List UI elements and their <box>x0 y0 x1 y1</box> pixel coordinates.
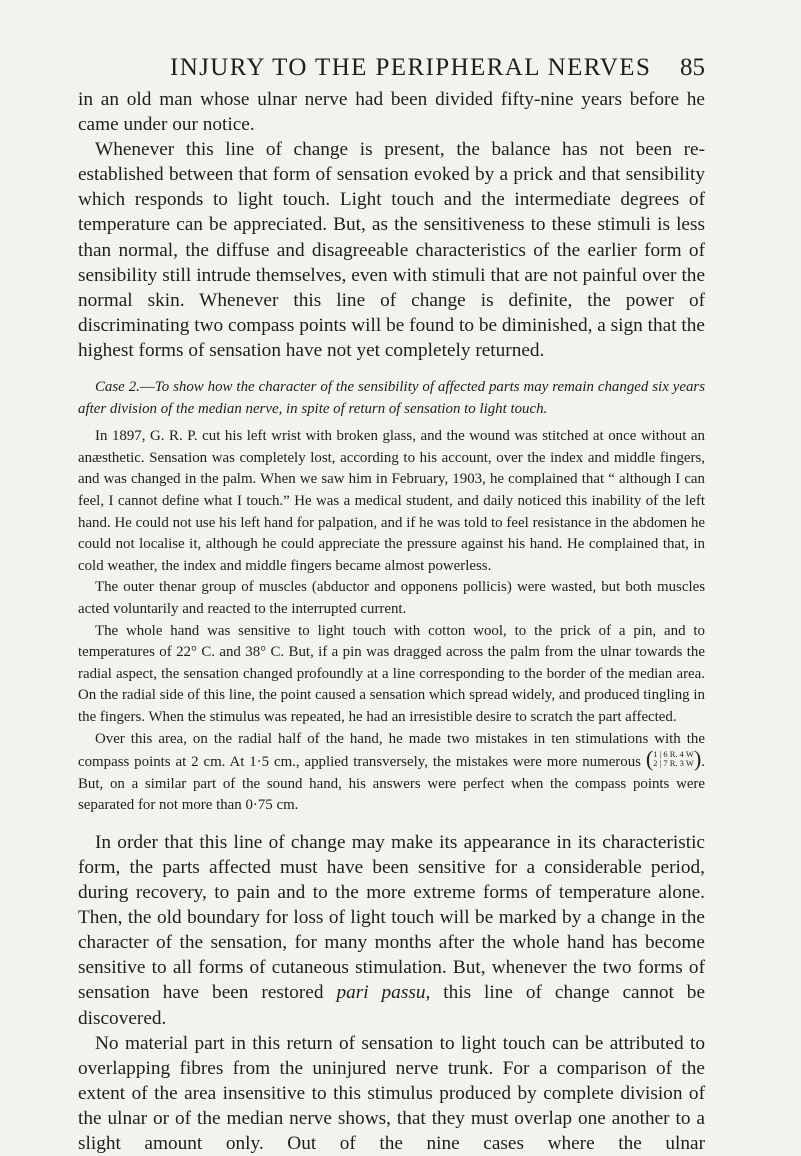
case-paragraph-compass <box>78 729 705 817</box>
paragraph-continued <box>78 87 705 112</box>
para1-line2: came under our notice. <box>78 114 255 136</box>
case-dash: — <box>139 379 155 396</box>
paragraph-overlapping-fibres: No material part in this return of sensation to light touch can be attributed to overlapping fibres from the uninjured nerve trunk. For a comparison of the extent of the area insensitive to this stimulus produced by complete division of the ulnar or of the median nerve shows, that they must overlap one another to a slight amount only. Out of the nine cases where the ulnar <box>78 1032 705 1155</box>
case-title: To show how the character of the sensibility of affected parts may remain changed six years after division of the median nerve, in spite of return of sensation to light touch. <box>78 379 705 417</box>
case-heading <box>78 377 705 420</box>
fraction-stack <box>653 750 694 768</box>
paragraph-line-of-change: Whenever this line of change is present, the balance has not been re-established between that form of sensation evoked by a prick and that sensibility which responds to light touch. Light touch and the intermediate degrees of temperature can be appreciated. But, as the sensitiveness to these stimuli is less than normal, the diffuse and disagreeable characteristics of the earlier form of sensibility still intrude themselves, even with stimuli that are not painful over the normal skin. Whenever this line of change is definite, the power of discriminating two compass points will be found to be diminished, a sign that the highest forms of sensation have not yet completely returned. <box>78 139 705 361</box>
book-page <box>78 0 705 1156</box>
paragraph-characteristic-form <box>78 830 705 1031</box>
case-paragraph: The outer thenar group of muscles (abductor and opponens pollicis) were wasted, but both muscles acted voluntarily and reacted to the interrupted current. <box>78 579 705 617</box>
main-text-top <box>78 87 705 363</box>
main-text-bottom <box>78 830 705 1156</box>
compass-text-after: . But, on a similar part of the sound hand, his answers were perfect when the compass points were separated for not more than 0·75 cm. <box>78 754 705 814</box>
page-number: 85 <box>680 54 705 81</box>
case-paragraph: In 1897, G. R. P. cut his left wrist with broken glass, and the wound was stitched at once without an anæsthetic. Sensation was completely lost, according to his account, over the index and middle fingers, and was changed in the palm. When we saw him in February, 1903, he complained that “ although I can feel, I cannot define what I touch.” He was a medical student, and daily noticed this inability of the left hand. He could not use his left hand for palpation, and if he was told to feel resistance in the abdomen he could not localise it, although he could appreciate the pressure against his hand. He complained that, in cold weather, the index and middle fingers became almost powerless. <box>78 428 705 574</box>
para1-line1: in an old man whose ulnar nerve had been divided fifty-nine years before he <box>78 89 705 110</box>
paragraph-continued-end <box>78 112 705 137</box>
running-head: INJURY TO THE PERIPHERAL NERVES <box>170 54 652 81</box>
para3-text: In order that this line of change may make its appearance in its characteristic form, the parts affected must have been sensitive for a considerable period, during recovery, to pain and to the more extreme forms of temperature alone. Then, the old boundary for loss of light touch will be marked by a change in the character of the sensation, for many months after the whole hand has become sensitive to all forms of cutaneous stimulation. But, whenever the two forms of sensation have been restored <box>78 831 705 1004</box>
fraction-top: 1 | 6 R. 4 W <box>653 749 694 760</box>
compass-text-before: Over this area, on the radial half of the hand, he made two mistakes in ten stimulations with the compass points at 2 cm. At 1·5 cm., applied transversely, the mistakes were more numerous <box>78 730 705 771</box>
para3-end: this line of change cannot be discovered. <box>78 982 705 1029</box>
compass-results-fraction <box>645 746 702 772</box>
case-report <box>78 377 705 817</box>
case-label: Case 2. <box>95 379 140 396</box>
case-paragraph: The whole hand was sensitive to light touch with cotton wool, to the prick of a pin, and to temperatures of 22° C. and 38° C. But, if a pin was dragged across the palm from the ulnar towards the radial aspect, the sensation changed profoundly at a line corresponding to the border of the median area. On the radial side of this line, the point caused a sensation which spread widely, and produced tingling in the fingers. When the stimulus was repeated, he had an irresistible desire to scratch the part affected. <box>78 622 705 725</box>
page-header <box>78 54 705 84</box>
fraction-bottom: 2 | 7 R. 3 W <box>653 758 694 769</box>
left-paren: ( <box>645 746 654 772</box>
pari-passu: pari passu, <box>336 982 431 1004</box>
right-paren: ) <box>693 746 702 772</box>
